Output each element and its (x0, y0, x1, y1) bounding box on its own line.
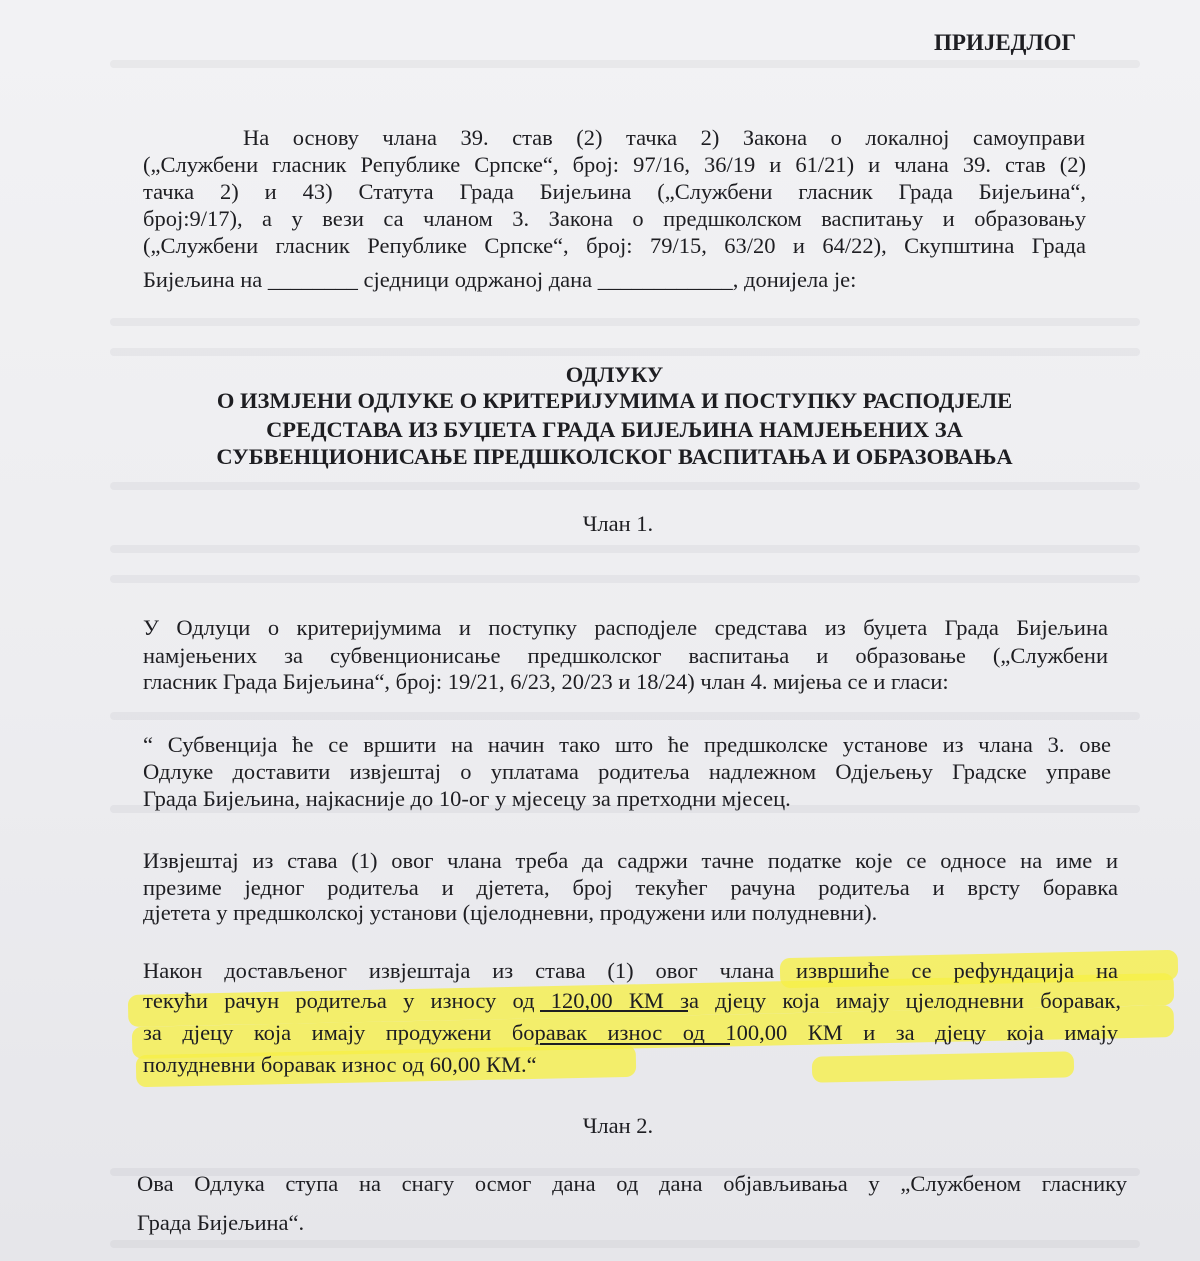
preamble-line: број:9/17), а у вези са чланом 3. Закона о предшколском васпитању и образовању (143, 206, 1086, 231)
article-1-paragraph-3-line: полудневни боравак износ од 60,00 КМ.“ (143, 1052, 537, 1077)
bleed-through-line (110, 545, 1140, 553)
article-1-paragraph-2-line: дјетета у предшколској установи (цјелодневни, продужени или полудневни). (143, 900, 878, 925)
article-1-paragraph-3-line: текући рачун родитеља у износу од 120,00 КМ за дјецу која имају цјелодневни боравак, (143, 988, 1121, 1013)
decision-title-line: СУБВЕНЦИОНИСАЊЕ ПРЕДШКОЛСКОГ ВАСПИТАЊА И ОБРАЗОВАЊА (216, 444, 1013, 469)
bleed-through-line (110, 60, 1140, 68)
article-1-paragraph-2-line: презиме једног родитеља и дјетета, број текућег рачуна родитеља и врсту боравка (143, 875, 1118, 900)
article-1-intro-line: гласник Града Бијељина“, број: 19/21, 6/23, 20/23 и 18/24) члан 4. мијења се и гласи: (143, 669, 949, 694)
article-1-paragraph-1-line: “ Субвенција ће се вршити на начин тако што ће предшколске установе из члана 3. ове (143, 732, 1111, 757)
article-1-heading: Члан 1. (582, 511, 654, 536)
article-2-line: Ова Одлука ступа на снагу осмог дана од дана објављивања у „Службеном гласнику (137, 1171, 1127, 1196)
article-1-paragraph-2-line: Извјештај из става (1) овог члана треба да садржи тачне податке које се односе на име и (143, 848, 1118, 873)
article-2-line: Града Бијељина“. (137, 1210, 305, 1235)
highlight-stroke (812, 1051, 1074, 1082)
article-1-intro-line: намјењених за субвенционисање предшколског васпитања и образовање („Службени (143, 643, 1108, 668)
preamble-line: тачка 2) и 43) Статута Града Бијељина („Службени гласник Града Бијељина“, (143, 179, 1086, 204)
bleed-through-line (110, 712, 1140, 720)
article-1-paragraph-1-line: Одлуке доставити извјештај о уплатама родитеља надлежном Одјељењу Градске управе (143, 759, 1111, 784)
bleed-through-line (110, 482, 1140, 490)
bleed-through-line (110, 1240, 1140, 1248)
article-1-paragraph-1-line: Града Бијељина, најкасније до 10-ог у мјесецу за претходни мјесец. (143, 786, 791, 811)
preamble-line: („Службени гласник Републике Српске“, број: 97/16, 36/19 и 61/21) и члана 39. став (2) (143, 152, 1086, 177)
article-1-intro-line: У Одлуци о критеријумима и поступку расподјеле средстава из буџета Града Бијељина (143, 615, 1108, 640)
article-1-paragraph-3-line: за дјецу која имају продужени боравак износ од 100,00 КМ и за дјецу која имају (143, 1020, 1118, 1045)
decision-title: ОДЛУКУ (565, 362, 664, 387)
decision-title-line: СРЕДСТАВА ИЗ БУЏЕТА ГРАДА БИЈЕЉИНА НАМЈЕЊЕНИХ ЗА (266, 417, 963, 442)
article-2-heading: Члан 2. (582, 1113, 654, 1138)
bleed-through-line (110, 348, 1140, 356)
article-1-paragraph-3-line: Након достављеног извјештаја из става (1) овог члана извршиће се рефундација на (143, 958, 1118, 983)
bleed-through-line (110, 318, 1140, 326)
bleed-through-line (110, 575, 1140, 583)
preamble-line: („Службени гласник Републике Српске“, број: 79/15, 63/20 и 64/22), Скупштина Града (143, 233, 1086, 258)
preamble-line: Бијељина на ________ сједници одржаној дана ____________, донијела је: (143, 267, 857, 292)
proposal-label: ПРИЈЕДЛОГ (934, 30, 1077, 55)
decision-title-line: О ИЗМЈЕНИ ОДЛУКЕ О КРИТЕРИЈУМИМА И ПОСТУПКУ РАСПОДЈЕЛЕ (216, 388, 1013, 413)
preamble-line: На основу члана 39. став (2) тачка 2) Закона о локалној самоуправи (243, 125, 1085, 150)
